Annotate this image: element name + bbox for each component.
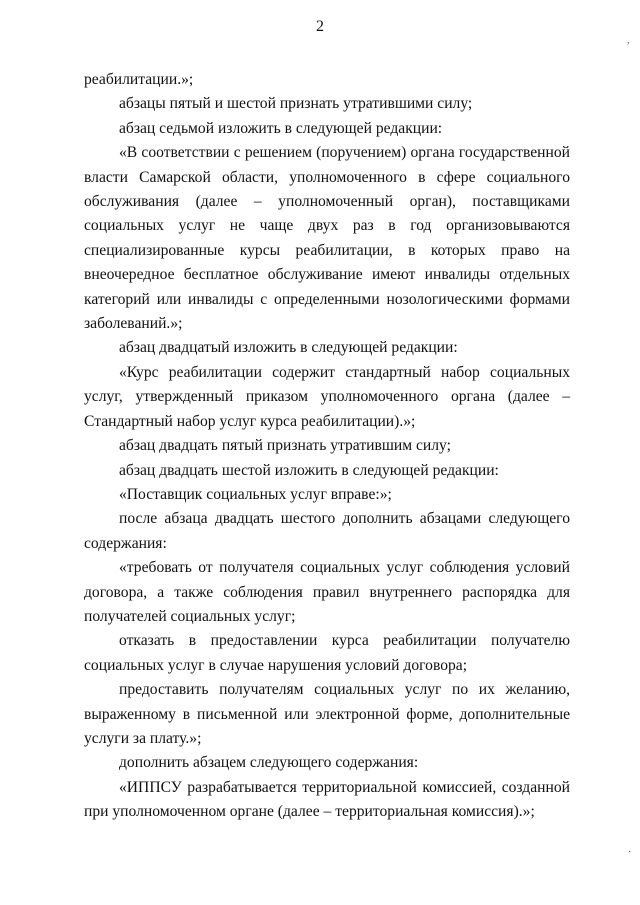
paragraph-quote-4: «требовать от получателя социальных услуг соблюдения условий договора, а также соблюдения правил внутреннего распорядка для получателей социальных услуг; [84, 559, 570, 625]
paragraph-amendment-1: абзацы пятый и шестой признать утратившими силу; [119, 95, 473, 113]
paragraph-quote-2: «Курс реабилитации содержит стандартный набор социальных услуг, утвержденный приказом уполномоченного органа (далее – Стандартный набор услуг курса реабилитации).»; [84, 363, 570, 430]
scan-mark-bottom-right: · [628, 847, 632, 858]
paragraph-amendment-7: дополнить абзацем следующего содержания: [119, 754, 419, 772]
paragraph-continuation: реабилитации.»; [84, 71, 194, 88]
paragraph-quote-5: отказать в предоставлении курса реабилитации получателю социальных услуг в случае нарушения условий договора; [84, 632, 570, 674]
paragraph-quote-7: «ИППСУ разрабатывается территориальной комиссией, созданной при уполномоченном органе (далее – территориальная комиссия).»; [84, 778, 570, 821]
paragraph-amendment-2: абзац седьмой изложить в следующей редакции: [119, 119, 443, 137]
paragraph-amendment-6: после абзаца двадцать шестого дополнить абзацами следующего содержания: [84, 510, 570, 552]
scan-mark-top-right: , [627, 35, 630, 46]
paragraph-quote-1: «В соответствии с решением (поручением) органа государственной власти Самарской области, уполномоченного в сфере социального обслуживания (далее – уполномоченный орган), поставщиками социальных услуг не чаще двух раз в год организовываются специализированные курсы реабилитации, в которых право на внеочередное бесплатное обслуживание имеют инвалиды отдельных категорий или инвалиды с определенными нозологическими формами заболеваний.»; [84, 144, 570, 333]
page-number: 2 [316, 18, 324, 35]
paragraph-amendment-4: абзац двадцать пятый признать утратившим силу; [119, 437, 451, 455]
document-body [84, 68, 570, 825]
paragraph-quote-6: предоставить получателям социальных услуг по их желанию, выраженному в письменной или электронной форме, дополнительные услуги за плату.»; [84, 681, 570, 747]
paragraph-amendment-5: абзац двадцать шестой изложить в следующей редакции: [119, 461, 499, 479]
paragraph-quote-3: «Поставщик социальных услуг вправе:»; [119, 485, 392, 503]
paragraph-amendment-3: абзац двадцатый изложить в следующей редакции: [119, 339, 458, 357]
